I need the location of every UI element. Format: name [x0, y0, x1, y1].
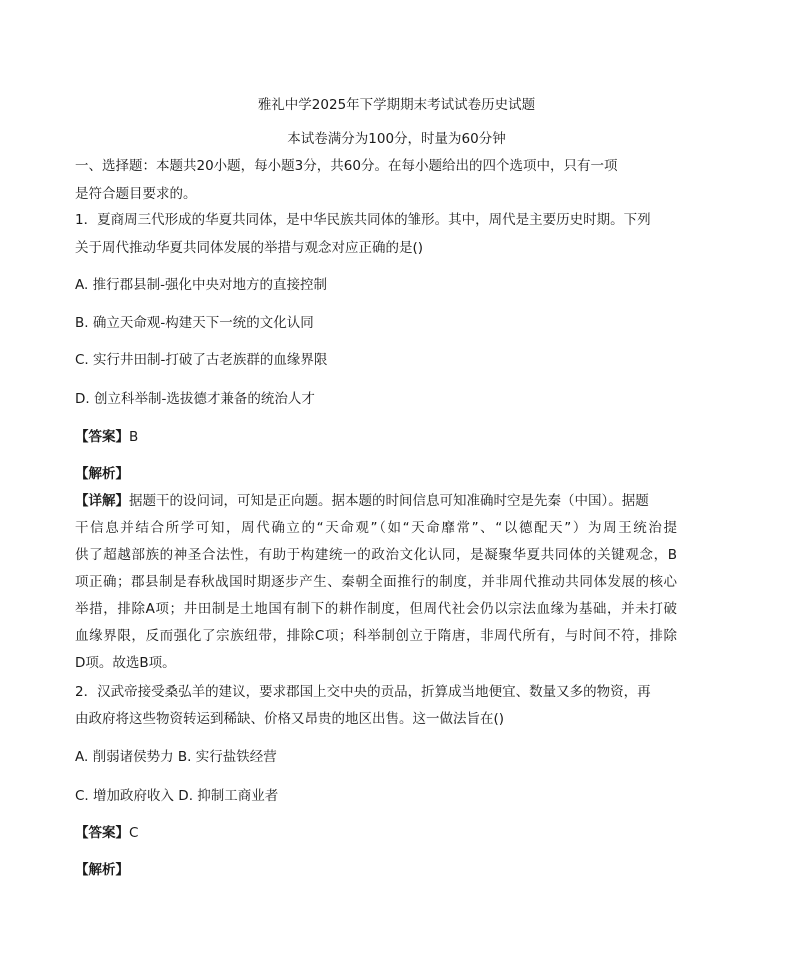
- question-2-options-row-2: C. 增加政府收入 D. 抑制工商业者: [75, 788, 279, 804]
- question-1-detail-line-4: 项正确；郡县制是春秋战国时期逐步产生、秦朝全面推行的制度，并非周代推动共同体发展的核心: [75, 574, 677, 590]
- question-1-detail-line-7: D项。故选B项。: [75, 655, 176, 671]
- question-1-detail-line-5: 举措，排除A项；井田制是土地国有制下的耕作制度，但周代社会仍以宗法血缘为基础，并未打破: [75, 601, 677, 617]
- section-instruction-line-1: 一、选择题：本题共20小题，每小题3分，共60分。在每小题给出的四个选项中，只有一项: [75, 158, 618, 174]
- question-1-stem-line-2: 关于周代推动华夏共同体发展的举措与观念对应正确的是(): [75, 240, 424, 256]
- page-subtitle: 本试卷满分为100分，时量为60分钟: [287, 131, 506, 147]
- question-1-option-a: A. 推行郡县制-强化中央对地方的直接控制: [75, 277, 327, 293]
- question-2-stem-line-1: 2．汉武帝接受桑弘羊的建议，要求郡国上交中央的贡品，折算成当地便宜、数量又多的物资，再: [75, 684, 651, 700]
- section-instruction-line-2: 是符合题目要求的。: [75, 186, 197, 202]
- question-2-stem-line-2: 由政府将这些物资转运到稀缺、价格又昂贵的地区出售。这一做法旨在(): [75, 711, 505, 727]
- question-1-stem-line-1: 1．夏商周三代形成的华夏共同体，是中华民族共同体的雏形。其中，周代是主要历史时期。下列: [75, 212, 651, 228]
- question-1-option-d: D. 创立科举制-选拔德才兼备的统治人才: [75, 391, 315, 407]
- answer-value: C: [129, 825, 139, 841]
- page-title: 雅礼中学2025年下学期期末考试试卷历史试题: [257, 97, 536, 113]
- question-1-answer: [75, 427, 138, 447]
- answer-label: 【答案】: [75, 429, 129, 445]
- question-2-analysis-label: 【解析】: [75, 862, 129, 878]
- question-1-detail-line-2: 干信息并结合所学可知，周代确立的“天命观”（如“天命靡常”、“以德配天”）为周王统治提: [75, 520, 677, 536]
- question-1-detail-line-6: 血缘界限，反而强化了宗族纽带，排除C项；科举制创立于隋唐，非周代所有，与时间不符，排除: [75, 628, 677, 644]
- question-1-analysis-label: 【解析】: [75, 466, 129, 482]
- question-1-option-b: B. 确立天命观-构建天下一统的文化认同: [75, 315, 314, 331]
- detail-text: 据题干的设问词，可知是正向题。据本题的时间信息可知准确时空是先秦（中国）。据题: [129, 493, 649, 509]
- question-1-detail-line-1: [75, 491, 649, 511]
- question-2-options-row-1: A. 削弱诸侯势力 B. 实行盐铁经营: [75, 749, 277, 765]
- question-2-answer: [75, 823, 138, 843]
- answer-value: B: [129, 429, 139, 445]
- answer-label: 【答案】: [75, 825, 129, 841]
- question-1-option-c: C. 实行井田制-打破了古老族群的血缘界限: [75, 352, 328, 368]
- question-1-detail-line-3: 供了超越部族的神圣合法性，有助于构建统一的政治文化认同，是凝聚华夏共同体的关键观念，B: [75, 547, 677, 563]
- detail-label: 【详解】: [75, 493, 129, 509]
